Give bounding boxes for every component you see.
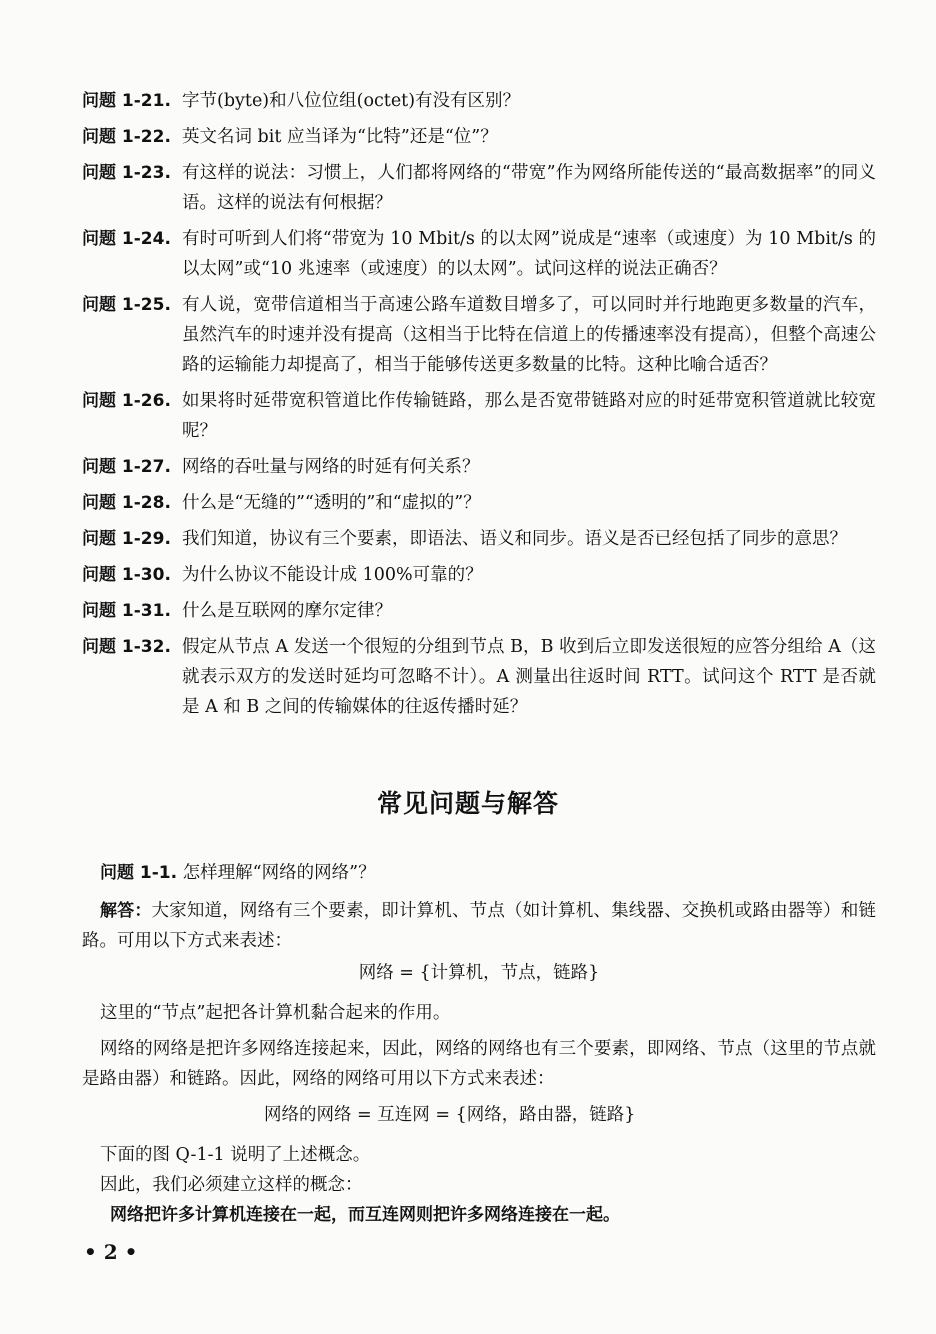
question-item [82, 290, 876, 380]
conclusion: 网络把许多计算机连接在一起，而互连网则把许多网络连接在一起。 [110, 1205, 620, 1225]
question-number: 问题 1-28. [82, 493, 171, 513]
question-number: 问题 1-26. [82, 391, 171, 411]
question-item [82, 524, 876, 554]
question-text: 什么是“无缝的”“透明的”和“虚拟的”？ [182, 493, 481, 513]
faq-question-text: 怎样理解“网络的网络”？ [182, 863, 376, 883]
question-number: 问题 1-29. [82, 529, 171, 549]
question-number: 问题 1-22. [82, 127, 171, 147]
section-title: 常见问题与解答 [376, 789, 559, 818]
question-item [82, 452, 876, 482]
paragraph: 网络的网络是把许多网络连接起来，因此，网络的网络也有三个要素，即网络、节点（这里的节点就是路由器）和链路。因此，网络的网络可用以下方式来表述： [82, 1039, 876, 1089]
question-item [82, 224, 876, 284]
question-item [82, 122, 876, 152]
question-item [82, 632, 876, 722]
paragraph: 这里的“节点”起把各计算机黏合起来的作用。 [100, 1003, 451, 1023]
question-number: 问题 1-24. [82, 229, 171, 249]
answer-text: 大家知道，网络有三个要素，即计算机、节点（如计算机、集线器、交换机或路由器等）和链路。可用以下方式来表述： [82, 901, 877, 951]
question-text: 如果将时延带宽积管道比作传输链路，那么是否宽带链路对应的时延带宽积管道就比较宽呢？ [182, 391, 876, 441]
paragraph: 因此，我们必须建立这样的概念： [100, 1175, 363, 1195]
question-item [82, 86, 876, 116]
question-item [82, 596, 876, 626]
paragraph: 下面的图 Q-1-1 说明了上述概念。 [100, 1145, 371, 1165]
faq-answer [82, 896, 876, 956]
question-text: 假定从节点 A 发送一个很短的分组到节点 B，B 收到后立即发送很短的应答分组给 A（这就表示双方的发送时延均可忽略不计）。A 测量出往返时间 RTT。试问这个 RTT 是否就是 A 和 B 之间的传输媒体的往返传播时延？ [182, 637, 876, 717]
question-text: 英文名词 bit 应当译为“比特”还是“位”？ [182, 127, 498, 147]
question-text: 有这样的说法：习惯上，人们都将网络的“带宽”作为网络所能传送的“最高数据率”的同义语。这样的说法有何根据？ [182, 163, 876, 213]
question-number: 问题 1-23. [82, 163, 171, 183]
formula-network: 网络 = {计算机，节点，链路} [358, 963, 600, 983]
question-item [82, 386, 876, 446]
question-text: 有时可听到人们将“带宽为 10 Mbit/s 的以太网”说成是“速率（或速度）为 10 Mbit/s 的以太网”或“10 兆速率（或速度）的以太网”。试问这样的说法正确否？ [182, 229, 876, 279]
formula-internet: 网络的网络 = 互连网 = {网络，路由器，链路} [264, 1105, 636, 1125]
faq-question [82, 858, 876, 888]
question-number: 问题 1-27. [82, 457, 171, 477]
question-number: 问题 1-30. [82, 565, 171, 585]
question-item [82, 560, 876, 590]
question-item [82, 488, 876, 518]
faq-question-number: 问题 1-1. [100, 863, 178, 883]
question-number: 问题 1-21. [82, 91, 171, 111]
answer-label: 解答： [100, 901, 152, 921]
question-number: 问题 1-32. [82, 637, 171, 657]
page-number: • 2 • [84, 1240, 138, 1264]
question-text: 什么是互联网的摩尔定律？ [182, 601, 392, 621]
faq-section [82, 858, 876, 1230]
question-number: 问题 1-25. [82, 295, 171, 315]
question-text: 为什么协议不能设计成 100%可靠的？ [182, 565, 483, 585]
question-item [82, 158, 876, 218]
question-list [82, 86, 876, 728]
question-text: 字节(byte)和八位位组(octet)有没有区别？ [182, 91, 521, 111]
question-text: 网络的吞吐量与网络的时延有何关系？ [182, 457, 480, 477]
question-text: 有人说，宽带信道相当于高速公路车道数目增多了，可以同时并行地跑更多数量的汽车，虽然汽车的时速并没有提高（这相当于比特在信道上的传播速率没有提高），但整个高速公路的运输能力却提高了，相当于能够传送更多数量的比特。这种比喻合适否？ [182, 295, 876, 375]
question-number: 问题 1-31. [82, 601, 171, 621]
question-text: 我们知道，协议有三个要素，即语法、语义和同步。语义是否已经包括了同步的意思？ [182, 529, 847, 549]
